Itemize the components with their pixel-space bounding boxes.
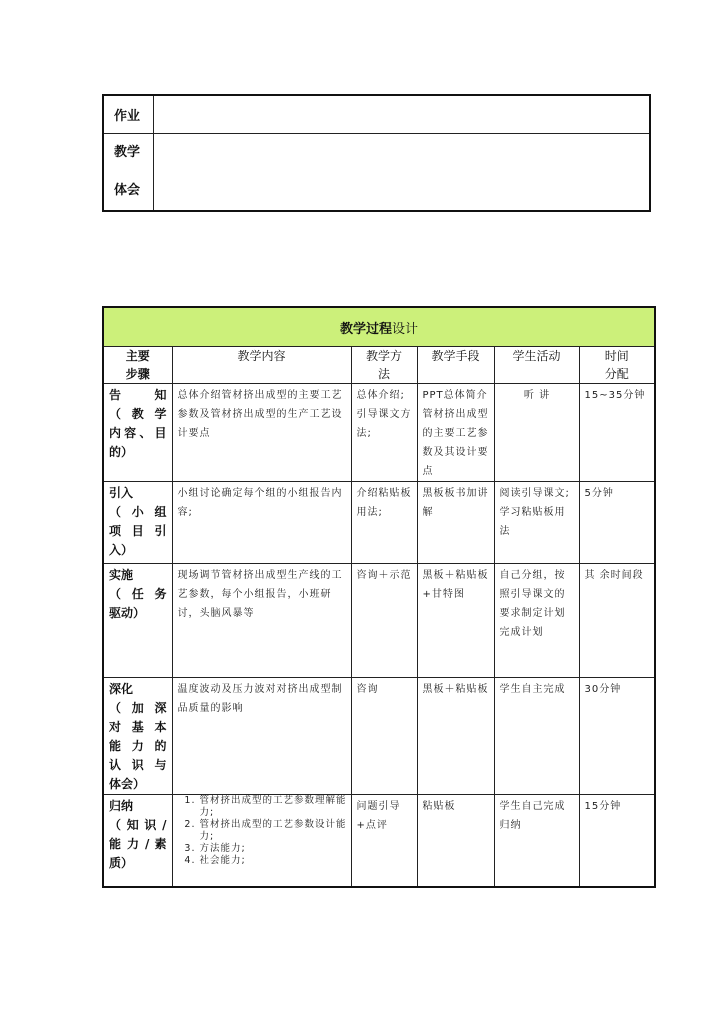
step-line: 的）: [109, 445, 134, 459]
step-line: 内容、目: [109, 426, 167, 440]
list-item: 2. 管材挤出成型的工艺参数设计能力;: [200, 819, 347, 843]
header-step-line-2: 步骤: [125, 367, 150, 381]
time-cell: 15~35分钟: [579, 384, 655, 482]
method-cell: 咨询＋示范: [351, 564, 417, 678]
step-line: 体会）: [109, 777, 146, 791]
activity-cell: 学生自主完成: [494, 678, 579, 795]
step-line: 实施: [109, 568, 134, 582]
table-row: [103, 384, 655, 482]
header-method-line-2: 法: [377, 367, 390, 381]
step-cell: [103, 482, 172, 564]
reflection-label-line-1: 教学: [114, 144, 141, 160]
header-time: [579, 347, 655, 384]
means-cell: 黑板板书加讲解: [417, 482, 494, 564]
method-cell: 介绍粘贴板用法;: [351, 482, 417, 564]
content-cell: 小组讨论确定每个组的小组报告内容;: [172, 482, 351, 564]
step-line: 引入: [109, 486, 134, 500]
step-cell: [103, 564, 172, 678]
reflection-cell[interactable]: [153, 133, 650, 211]
means-cell: 粘贴板: [417, 795, 494, 887]
header-step: [103, 347, 172, 384]
step-line: 驱动）: [109, 606, 146, 620]
title-row: [103, 307, 655, 347]
activity-cell: 自己分组，按照引导课文的要求制定计划完成计划: [494, 564, 579, 678]
step-line: （ 教 学: [109, 407, 167, 421]
step-line: （ 任 务: [109, 587, 167, 601]
step-line: 能 力 的: [109, 739, 167, 753]
step-line: 能 力 / 素: [109, 837, 167, 851]
content-cell: 总体介绍管材挤出成型的主要工艺参数及管材挤出成型的生产工艺设计要点: [172, 384, 351, 482]
activity-cell: 学生自己完成归纳: [494, 795, 579, 887]
activity-cell: 阅读引导课文;学习粘贴板用法: [494, 482, 579, 564]
list-item: 1. 管材挤出成型的工艺参数理解能力;: [200, 795, 347, 819]
step-line: 告知: [109, 388, 167, 402]
reflection-label-line-2: 体会: [114, 182, 141, 198]
time-cell: 30分钟: [579, 678, 655, 795]
header-activity: 学生活动: [494, 347, 579, 384]
step-line: （ 知 识 /: [109, 818, 167, 832]
homework-row: [103, 95, 650, 133]
table-row: [103, 482, 655, 564]
header-means: 教学手段: [417, 347, 494, 384]
step-line: 对 基 本: [109, 720, 167, 734]
step-line: （ 小 组: [109, 505, 167, 519]
step-line: 认 识 与: [109, 758, 167, 772]
time-cell: 15分钟: [579, 795, 655, 887]
table-row: [103, 795, 655, 887]
step-line: 入）: [109, 543, 134, 557]
step-line: （ 加 深: [109, 701, 167, 715]
table-title-bold: 教学过程: [340, 321, 393, 337]
means-cell: 黑板＋粘贴板+甘特图: [417, 564, 494, 678]
step-line: 项 目 引: [109, 524, 167, 538]
step-cell: [103, 384, 172, 482]
teaching-process-table: [102, 306, 656, 888]
table-title: [103, 307, 655, 347]
reflection-row: [103, 133, 650, 211]
homework-cell[interactable]: [153, 95, 650, 133]
method-cell: 总体介绍;引导课文方法;: [351, 384, 417, 482]
activity-cell: 听 讲: [494, 384, 579, 482]
content-cell: 现场调节管材挤出成型生产线的工艺参数，每个小组报告，小班研讨，头脑风暴等: [172, 564, 351, 678]
step-line: 归纳: [109, 799, 134, 813]
list-item: 4. 社会能力;: [200, 855, 347, 867]
table-row: [103, 678, 655, 795]
means-cell: 黑板＋粘贴板: [417, 678, 494, 795]
header-step-line-1: 主要: [125, 349, 150, 363]
homework-reflection-table: [102, 94, 651, 212]
reflection-label: [103, 133, 153, 211]
content-list: [178, 795, 347, 867]
step-cell: [103, 678, 172, 795]
content-cell: 温度波动及压力波对对挤出成型制品质量的影响: [172, 678, 351, 795]
method-cell: 问题引导+点评: [351, 795, 417, 887]
header-row: [103, 347, 655, 384]
list-item: 3. 方法能力;: [200, 843, 347, 855]
time-cell: 5分钟: [579, 482, 655, 564]
step-cell: [103, 795, 172, 887]
time-cell: 其 余时间段: [579, 564, 655, 678]
content-cell: [172, 795, 351, 887]
method-cell: 咨询: [351, 678, 417, 795]
table-row: [103, 564, 655, 678]
header-method-line-1: 教学方: [365, 349, 402, 363]
header-content: 教学内容: [172, 347, 351, 384]
header-time-line-2: 分配: [604, 367, 629, 381]
homework-label: 作业: [103, 95, 153, 133]
header-method: [351, 347, 417, 384]
table-title-rest: 设计: [392, 321, 419, 337]
header-time-line-1: 时间: [604, 349, 629, 363]
step-line: 质）: [109, 856, 134, 870]
step-line: 深化: [109, 682, 134, 696]
means-cell: PPT总体简介管材挤出成型的主要工艺参数及其设计要点: [417, 384, 494, 482]
